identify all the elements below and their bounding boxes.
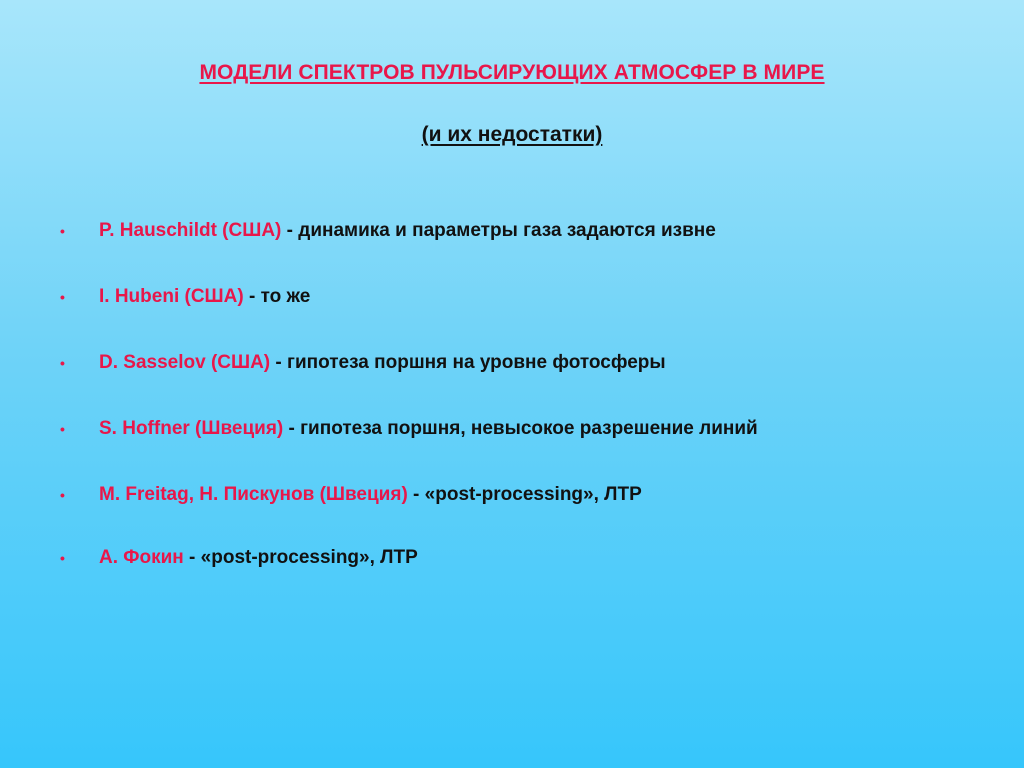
bullet-icon: •: [60, 289, 65, 305]
list-item: [0, 418, 1024, 446]
author-name: M. Freitag, Н. Пискунов (Швеция): [99, 484, 408, 505]
bullet-icon: •: [60, 550, 65, 566]
author-name: I. Hubeni (США): [99, 286, 244, 307]
list-item-text: [99, 286, 310, 308]
author-name: D. Sasselov (США): [99, 352, 271, 373]
author-name: S. Hoffner (Швеция): [99, 418, 284, 439]
list-item: [0, 484, 1024, 512]
model-description: - динамика и параметры газа задаются извне: [281, 220, 716, 241]
bullet-icon: •: [60, 421, 65, 437]
list-item: [0, 286, 1024, 314]
list-item: [0, 352, 1024, 380]
list-item-text: [99, 352, 666, 374]
list-item: [0, 220, 1024, 248]
bullet-icon: •: [60, 487, 65, 503]
model-description: - «post-processing», ЛТР: [183, 547, 418, 568]
model-description: - то же: [243, 286, 311, 307]
slide-subtitle: (и их недостатки): [421, 123, 603, 146]
list-item-text: [99, 220, 716, 242]
model-description: - гипотеза поршня на уровне фотосферы: [270, 352, 666, 373]
slide-title: МОДЕЛИ СПЕКТРОВ ПУЛЬСИРУЮЩИХ АТМОСФЕР В МИРЕ: [199, 61, 825, 84]
list-item-text: [99, 484, 642, 506]
bullet-icon: •: [60, 223, 65, 239]
model-description: - гипотеза поршня, невысокое разрешение линий: [283, 418, 758, 439]
author-name: P. Hauschildt (США): [99, 220, 282, 241]
list-item: [0, 547, 1024, 575]
bullet-icon: •: [60, 355, 65, 371]
list-item-text: [99, 418, 758, 440]
author-name: А. Фокин: [99, 547, 184, 568]
model-description: - «post-processing», ЛТР: [407, 484, 642, 505]
list-item-text: [99, 547, 418, 569]
